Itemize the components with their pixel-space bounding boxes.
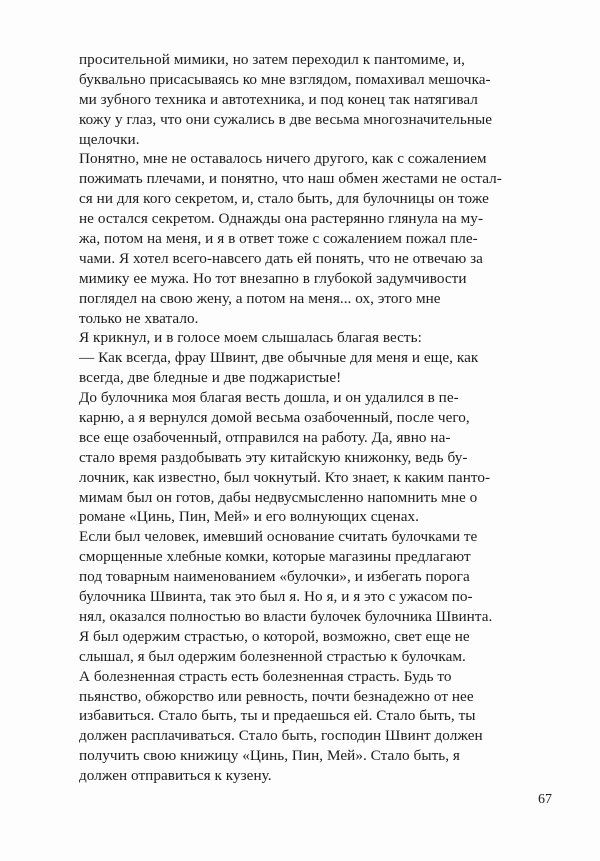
text-line: — Как всегда, фрау Швинт, две обычные для меня и еще, как (79, 349, 479, 367)
text-line: не остался секретом. Однажды она растерянно глянула на му- (79, 210, 484, 228)
text-line: Я был одержим страстью, о которой, возможно, свет еще не (79, 627, 470, 645)
text-line: ми зубного техника и автотехника, и под конец так натягивал (79, 90, 478, 108)
text-line: все еще озабоченный, отправился на работу. Да, явно на- (79, 428, 451, 446)
text-line: жа, потом на меня, и я в ответ тоже с сожалением пожал пле- (79, 230, 478, 248)
text-line: всегда, две бледные и две поджаристые! (79, 369, 342, 387)
text-line: мимам был он готов, дабы недвусмысленно напомнить мне о (79, 488, 478, 506)
text-line: поглядел на свою жену, а потом на меня... ох, этого мне (79, 289, 441, 307)
text-line: А болезненная страсть есть болезненная страсть. Будь то (79, 667, 452, 685)
text-line: лочник, как известно, был чокнутый. Кто знает, к каким панто- (79, 468, 491, 486)
text-line: До булочника моя благая весть дошла, и он удалился в пе- (79, 389, 459, 407)
text-line: ся ни для кого секретом, и, стало быть, для булочницы он тоже (79, 190, 489, 208)
text-line: под товарным наименованием «булочки», и избегать порога (79, 568, 470, 586)
text-line: должен расплачиваться. Стало быть, господин Швинт должен (79, 727, 483, 745)
text-line: Я крикнул, и в голосе моем слышалась благая весть: (79, 329, 422, 347)
page-number: 67 (538, 792, 552, 807)
text-line: Если был человек, имевший основание считать булочками те (79, 528, 478, 546)
text-line: буквально присасываясь ко мне взглядом, помахивал мешочка- (79, 70, 491, 88)
text-line: щелочки. (79, 130, 140, 148)
text-line: пьянство, обжорство или ревность, почти безнадежно от нее (79, 687, 474, 705)
text-line: слышал, я был одержим болезненной страстью к булочкам. (79, 647, 466, 665)
text-line: кожу у глаз, что они сужались в две весьма многозначительные (79, 110, 493, 128)
text-line: мимику ее мужа. Но тот внезапно в глубокой задумчивости (79, 269, 467, 287)
text-line: Понятно, мне не оставалось ничего другого, как с сожалением (79, 150, 487, 168)
text-line: чами. Я хотел всего-навсего дать ей понять, что не отвечаю за (79, 249, 483, 267)
body-text (79, 50, 551, 786)
text-line: карню, а я вернулся домой весьма озабоченный, после чего, (79, 409, 470, 427)
text-line: пожимать плечами, и понятно, что наш обмен жестами не остал- (79, 170, 502, 188)
text-line: стало время раздобывать эту китайскую книжонку, ведь бу- (79, 448, 468, 466)
text-line: должен отправиться к кузену. (79, 767, 272, 785)
text-line: романе «Цинь, Пин, Мей» и его волнующих сценах. (79, 508, 419, 526)
text-line: нял, оказался полностью во власти булочек булочника Швинта. (79, 607, 493, 625)
text-line: просительной мимики, но затем переходил к пантомиме, и, (79, 51, 465, 68)
text-line: только не хватало. (79, 309, 199, 327)
text-line: булочника Швинта, так это был я. Но я, и я это с ужасом по- (79, 588, 473, 606)
text-line: сморщенные хлебные комки, которые магазины предлагают (79, 548, 471, 566)
text-line: получить свою книжицу «Цинь, Пин, Мей». Стало быть, я (79, 747, 460, 765)
text-line: избавиться. Стало быть, ты и предаешься ей. Стало быть, ты (79, 707, 476, 725)
